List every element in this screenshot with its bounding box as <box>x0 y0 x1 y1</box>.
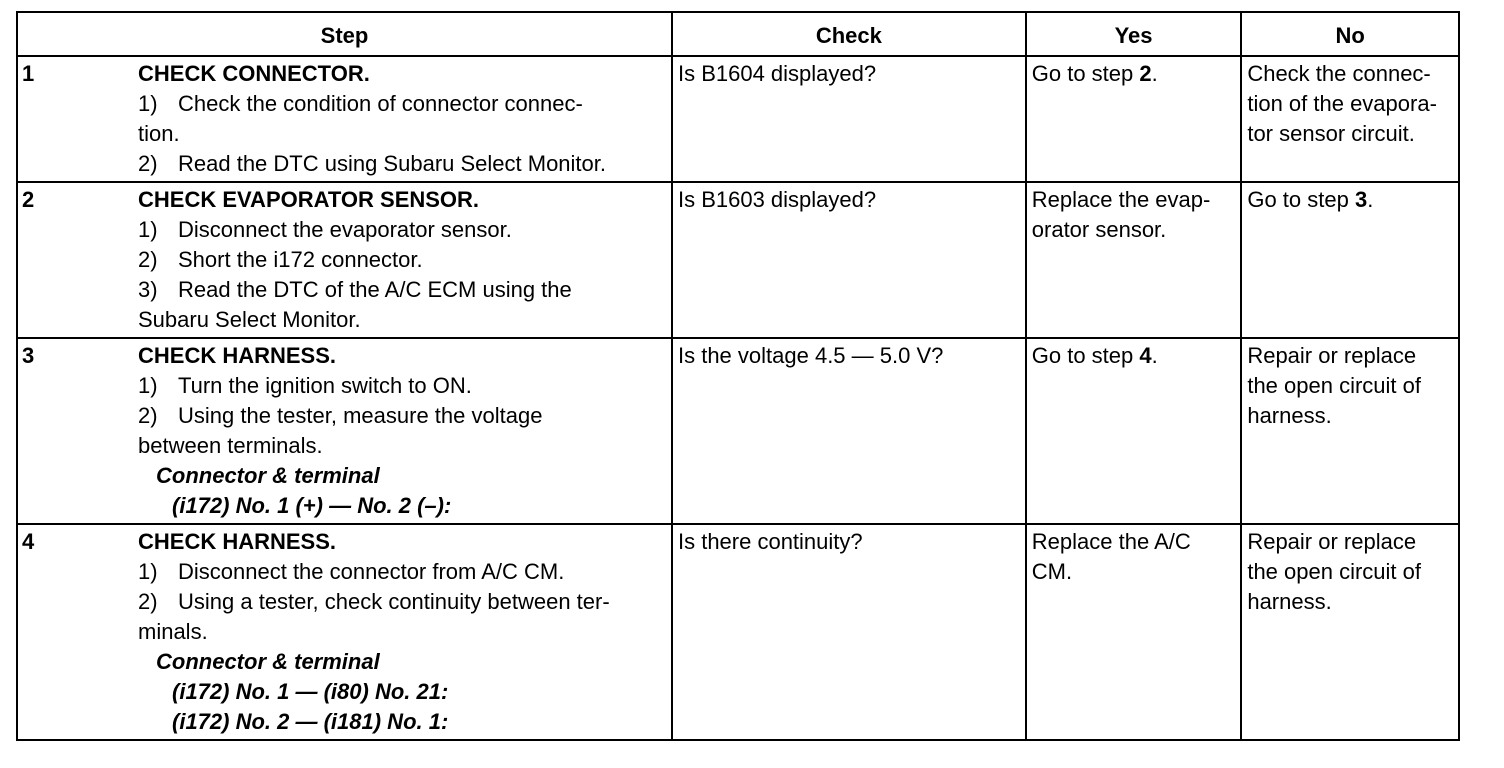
yes-cell: Go to step 2. <box>1026 56 1242 182</box>
substep: 1) Disconnect the evaporator sensor. <box>138 217 512 242</box>
table-row <box>17 56 1459 182</box>
connector-terminal-spec: (i172) No. 2 — (i181) No. 1: <box>172 709 449 734</box>
substep: tion. <box>138 121 180 146</box>
no-cell: Go to step 3. <box>1241 182 1459 338</box>
substep: 1) Check the condition of connector connec- <box>138 91 583 116</box>
substep: 2) Read the DTC using Subaru Select Monitor. <box>138 151 607 176</box>
yes-cell: Replace the evap- orator sensor. <box>1026 182 1242 338</box>
step-number: 3 <box>22 343 35 368</box>
step-number: 1 <box>22 61 35 86</box>
step-cell <box>17 524 672 740</box>
step-title: CHECK EVAPORATOR SENSOR. <box>138 187 480 212</box>
step-cell <box>17 338 672 524</box>
substep: Subaru Select Monitor. <box>138 307 361 332</box>
header-row <box>17 12 1459 56</box>
connector-terminal-heading: Connector & terminal <box>156 463 380 488</box>
table-row <box>17 524 1459 740</box>
header-yes: Yes <box>1026 12 1242 56</box>
substep: 2) Using a tester, check continuity between ter- <box>138 589 610 614</box>
yes-cell: Go to step 4. <box>1026 338 1242 524</box>
substep: between terminals. <box>138 433 323 458</box>
check-cell: Is B1603 displayed? <box>672 182 1026 338</box>
substep: 2) Short the i172 connector. <box>138 247 423 272</box>
check-cell: Is the voltage 4.5 — 5.0 V? <box>672 338 1026 524</box>
step-cell <box>17 182 672 338</box>
step-cell <box>17 56 672 182</box>
step-title: CHECK HARNESS. <box>138 529 337 554</box>
substep: 1) Turn the ignition switch to ON. <box>138 373 472 398</box>
header-step: Step <box>17 12 672 56</box>
no-cell: Repair or replace the open circuit of harness. <box>1241 524 1459 740</box>
connector-terminal-heading: Connector & terminal <box>156 649 380 674</box>
step-number: 2 <box>22 187 35 212</box>
step-title: CHECK HARNESS. <box>138 343 337 368</box>
step-title: CHECK CONNECTOR. <box>138 61 370 86</box>
no-cell: Check the connec- tion of the evapora- tor sensor circuit. <box>1241 56 1459 182</box>
yes-cell: Replace the A/C CM. <box>1026 524 1242 740</box>
no-cell: Repair or replace the open circuit of harness. <box>1241 338 1459 524</box>
header-check: Check <box>672 12 1026 56</box>
header-no: No <box>1241 12 1459 56</box>
substep: minals. <box>138 619 208 644</box>
table-row <box>17 338 1459 524</box>
table-row <box>17 182 1459 338</box>
connector-terminal-spec: (i172) No. 1 — (i80) No. 21: <box>172 679 449 704</box>
check-cell: Is B1604 displayed? <box>672 56 1026 182</box>
connector-terminal-spec: (i172) No. 1 (+) — No. 2 (–): <box>172 493 452 518</box>
diagnostic-table <box>16 11 1460 741</box>
substep: 2) Using the tester, measure the voltage <box>138 403 543 428</box>
substep: 3) Read the DTC of the A/C ECM using the <box>138 277 572 302</box>
check-cell: Is there continuity? <box>672 524 1026 740</box>
step-number: 4 <box>22 529 35 554</box>
substep: 1) Disconnect the connector from A/C CM. <box>138 559 565 584</box>
